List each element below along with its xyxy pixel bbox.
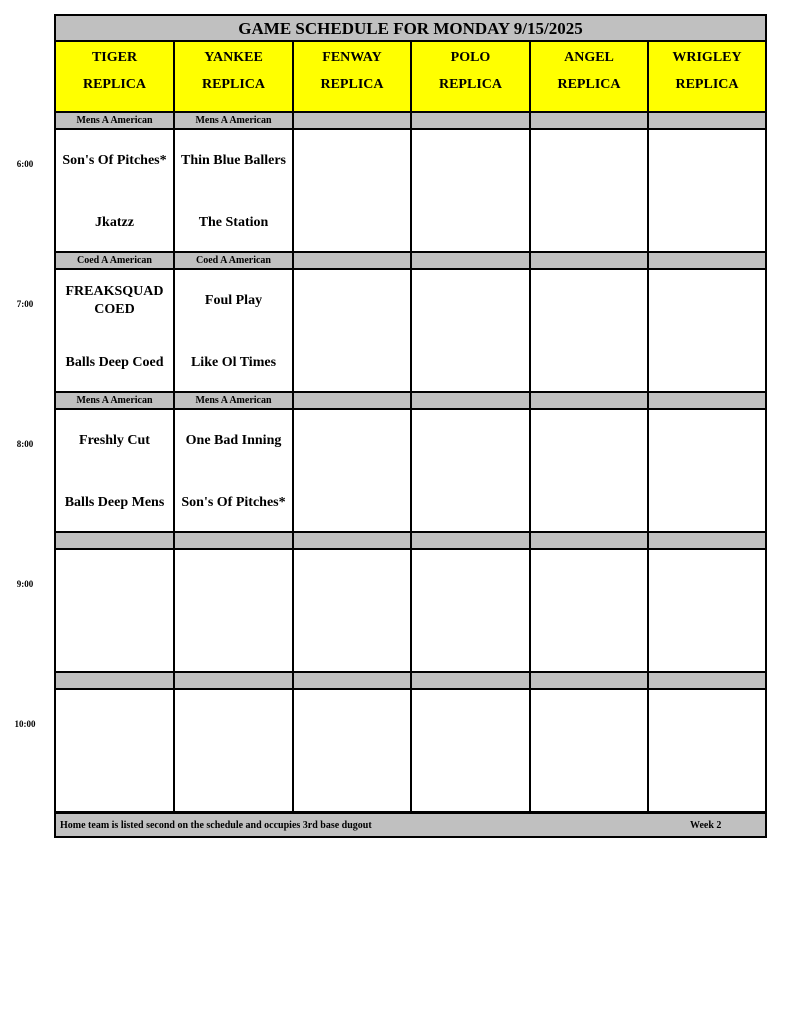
home-team (531, 478, 647, 528)
away-team: Son's Of Pitches* (62, 153, 167, 168)
field-name: FENWAY (322, 50, 382, 65)
division-label (531, 113, 647, 128)
division-label (56, 673, 173, 688)
game-cell (649, 130, 765, 251)
home-team (649, 618, 765, 668)
field-name: YANKEE (204, 50, 263, 65)
division-label: Mens A American (56, 393, 173, 408)
time-label: 6:00 (16, 159, 34, 169)
home-team (412, 478, 529, 528)
game-cell (531, 410, 647, 531)
time-label: 7:00 (16, 299, 34, 309)
game-cell (531, 550, 647, 671)
home-team: Balls Deep Coed (65, 355, 164, 370)
away-team (294, 696, 410, 746)
game-cell (294, 270, 410, 391)
game-cell (412, 550, 529, 671)
home-team (412, 198, 529, 248)
game-cell (531, 270, 647, 391)
division-label (175, 673, 292, 688)
home-team (294, 758, 410, 808)
away-team (649, 416, 765, 466)
field-header-angel (531, 42, 647, 111)
home-team (175, 618, 292, 668)
field-subtitle: REPLICA (320, 77, 384, 92)
home-team (56, 618, 173, 668)
field-header-fenway (294, 42, 410, 111)
away-team: Freshly Cut (79, 433, 150, 448)
division-label (649, 393, 765, 408)
schedule-title: GAME SCHEDULE FOR MONDAY 9/15/2025 (56, 16, 765, 40)
division-label (531, 253, 647, 268)
home-team (531, 338, 647, 388)
home-team (294, 478, 410, 528)
division-label (649, 253, 765, 268)
game-cell (412, 410, 529, 531)
field-name: TIGER (91, 50, 138, 65)
game-cell (56, 130, 173, 251)
field-name: WRIGLEY (672, 50, 742, 65)
division-label (649, 113, 765, 128)
division-label: Mens A American (56, 113, 173, 128)
away-team: Foul Play (204, 293, 263, 308)
game-cell (56, 270, 173, 391)
field-subtitle: REPLICA (201, 77, 265, 92)
home-team (649, 198, 765, 248)
division-label: Coed A American (56, 253, 173, 268)
game-cell (175, 130, 292, 251)
game-cell (294, 130, 410, 251)
division-label (412, 253, 529, 268)
game-cell (294, 410, 410, 531)
game-cell (531, 690, 647, 811)
game-cell (175, 410, 292, 531)
away-team (294, 556, 410, 606)
division-label: Mens A American (175, 113, 292, 128)
game-cell (56, 410, 173, 531)
division-label (294, 673, 410, 688)
field-subtitle: REPLICA (557, 77, 621, 92)
footer-bar (56, 814, 765, 836)
division-label: Mens A American (175, 393, 292, 408)
home-team-note: Home team is listed second on the schedule and occupies 3rd base dugout (60, 820, 372, 831)
home-team: Son's Of Pitches* (181, 495, 286, 510)
game-cell (175, 550, 292, 671)
division-label (56, 533, 173, 548)
away-team (531, 696, 647, 746)
away-team: Thin Blue Ballers (180, 153, 287, 168)
away-team: One Bad Inning (185, 433, 282, 448)
home-team (412, 338, 529, 388)
field-name: POLO (450, 50, 491, 65)
away-team (531, 556, 647, 606)
field-subtitle: REPLICA (675, 77, 739, 92)
game-cell (175, 690, 292, 811)
field-subtitle: REPLICA (438, 77, 502, 92)
away-team (412, 556, 529, 606)
away-team (175, 556, 292, 606)
away-team (412, 416, 529, 466)
away-team (412, 136, 529, 186)
field-subtitle: REPLICA (82, 77, 146, 92)
home-team (175, 758, 292, 808)
home-team (531, 618, 647, 668)
away-team (531, 276, 647, 326)
home-team (649, 338, 765, 388)
division-label (649, 673, 765, 688)
home-team (294, 618, 410, 668)
away-team (531, 416, 647, 466)
home-team (649, 758, 765, 808)
away-team (531, 136, 647, 186)
game-cell (412, 690, 529, 811)
division-label (294, 533, 410, 548)
field-header-polo (412, 42, 529, 111)
division-label (412, 673, 529, 688)
division-label (294, 393, 410, 408)
field-header-yankee (175, 42, 292, 111)
division-label (175, 533, 292, 548)
game-cell (56, 550, 173, 671)
home-team (56, 758, 173, 808)
away-team (294, 416, 410, 466)
game-cell (649, 410, 765, 531)
away-team (649, 696, 765, 746)
division-label (294, 253, 410, 268)
division-label (649, 533, 765, 548)
away-team (649, 556, 765, 606)
time-label: 10:00 (14, 719, 36, 729)
game-cell (56, 690, 173, 811)
home-team (412, 618, 529, 668)
division-label: Coed A American (175, 253, 292, 268)
away-team (294, 276, 410, 326)
away-team (649, 136, 765, 186)
home-team: Balls Deep Mens (64, 495, 165, 510)
division-label (412, 393, 529, 408)
home-team (649, 478, 765, 528)
home-team: The Station (198, 215, 269, 230)
division-label (531, 393, 647, 408)
away-team (294, 136, 410, 186)
home-team (294, 198, 410, 248)
away-team: FREAKSQUAD COED (65, 284, 164, 317)
home-team: Jkatzz (95, 215, 134, 230)
game-cell (175, 270, 292, 391)
home-team (531, 758, 647, 808)
away-team (412, 276, 529, 326)
game-cell (649, 550, 765, 671)
game-cell (294, 690, 410, 811)
away-team (56, 696, 173, 746)
game-cell (649, 690, 765, 811)
away-team (56, 556, 173, 606)
game-cell (412, 130, 529, 251)
game-cell (649, 270, 765, 391)
week-label: Week 2 (690, 820, 722, 831)
field-header-wrigley (649, 42, 765, 111)
division-label (412, 533, 529, 548)
division-label (412, 113, 529, 128)
home-team (531, 198, 647, 248)
time-label: 9:00 (16, 579, 34, 589)
division-label (531, 673, 647, 688)
game-cell (412, 270, 529, 391)
away-team (175, 696, 292, 746)
home-team (294, 338, 410, 388)
time-label: 8:00 (16, 439, 34, 449)
field-name: ANGEL (564, 50, 614, 65)
division-label (531, 533, 647, 548)
home-team (412, 758, 529, 808)
home-team: Like Ol Times (190, 355, 277, 370)
game-cell (531, 130, 647, 251)
division-label (294, 113, 410, 128)
field-header-tiger (56, 42, 173, 111)
schedule-table (54, 14, 767, 838)
away-team (649, 276, 765, 326)
game-cell (294, 550, 410, 671)
away-team (412, 696, 529, 746)
